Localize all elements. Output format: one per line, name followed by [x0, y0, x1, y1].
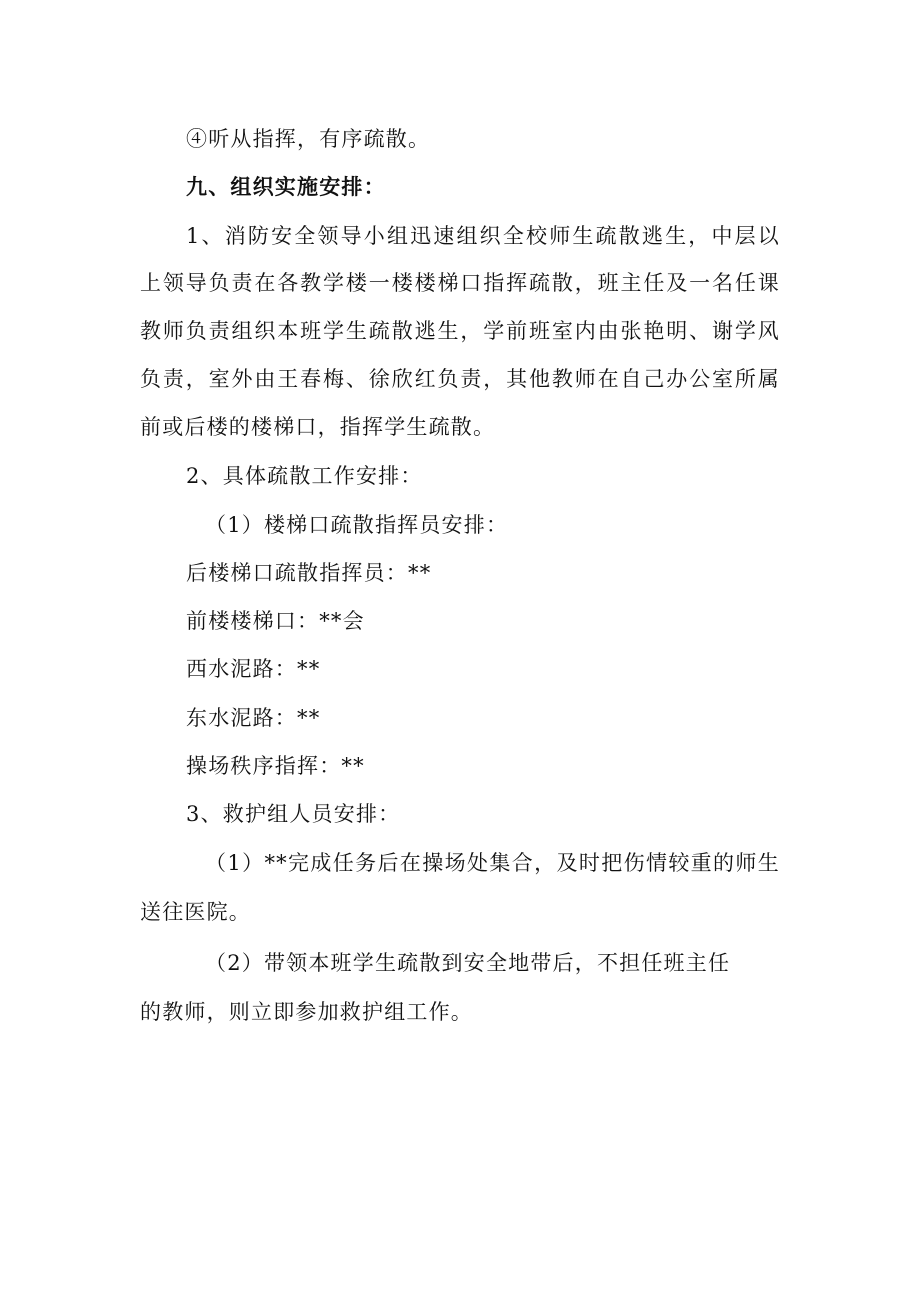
paragraph-1-line-4: 负责，室外由王春梅、徐欣红负责，其他教师在自己办公室所属 [140, 367, 780, 391]
subheading-evacuation-work: 2、具体疏散工作安排： [186, 464, 423, 488]
rescue-item-2-line-2: 的教师，则立即参加救护组工作。 [140, 1000, 473, 1024]
subheading-rescue-team: 3、救护组人员安排： [186, 802, 401, 826]
subheading-stair-commanders: （1）楼梯口疏散指挥员安排： [205, 513, 509, 537]
paragraph-1-line-5: 前或后楼的楼梯口，指挥学生疏散。 [140, 415, 496, 439]
list-item-west-road: 西水泥路：** [186, 657, 321, 681]
paragraph-1-line-1: 1、消防安全领导小组迅速组织全校师生疏散逃生，中层以 [186, 224, 780, 248]
list-item-playground-order: 操场秩序指挥：** [186, 754, 365, 778]
rescue-item-1-line-1: （1）**完成任务后在操场处集合，及时把伤情较重的师生 [205, 851, 780, 875]
list-item-obey-command: ④听从指挥，有序疏散。 [186, 127, 431, 151]
list-item-rear-stair-commander: 后楼梯口疏散指挥员：** [186, 561, 432, 585]
rescue-item-1-line-2: 送往医院。 [140, 900, 251, 924]
list-item-east-road: 东水泥路：** [186, 706, 321, 730]
paragraph-1-line-2: 上领导负责在各教学楼一楼楼梯口指挥疏散，班主任及一名任课 [140, 271, 780, 295]
section-heading-organization: 九、组织实施安排： [186, 174, 386, 199]
list-item-front-stair: 前楼楼梯口：**会 [186, 609, 365, 633]
paragraph-1-line-3: 教师负责组织本班学生疏散逃生，学前班室内由张艳明、谢学风 [140, 319, 780, 343]
rescue-item-2-line-1: （2）带领本班学生疏散到安全地带后，不担任班主任 [205, 951, 731, 975]
